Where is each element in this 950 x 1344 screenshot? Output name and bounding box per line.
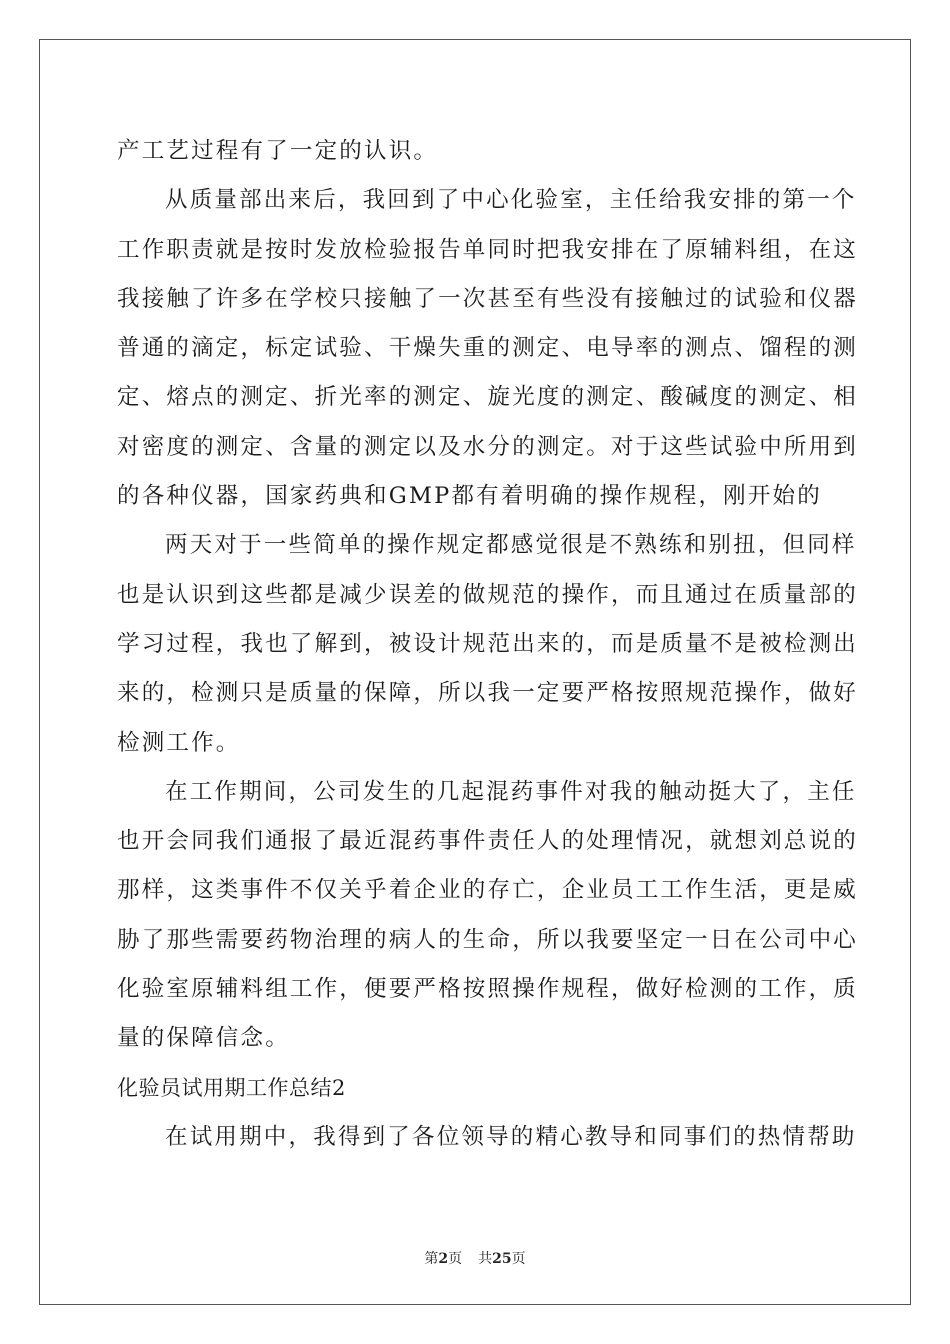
section-heading: 化验员试用期工作总结2 (117, 1075, 346, 1100)
text-line: 对密度的测定、含量的测定以及水分的测定。对于这些试验中所用到 (117, 433, 859, 460)
paragraph-start-line: 在试用期中，我得到了各位领导的精心教导和同事们的热情帮助 (165, 1123, 857, 1150)
text-line: 化验室原辅料组工作，便要严格按照操作规程，做好检测的工作，质 (117, 976, 859, 1003)
text-line: 量的保障信念。 (117, 1025, 290, 1052)
page-footer (0, 1248, 950, 1268)
text-line: 学习过程，我也了解到，被设计规范出来的，而是质量不是被检测出 (117, 630, 859, 657)
paragraph-start-line: 从质量部出来后，我回到了中心化验室，主任给我安排的第一个 (165, 187, 857, 214)
text-line: 检测工作。 (117, 729, 241, 756)
page-number: 2 (438, 1251, 449, 1267)
paragraph-start-line: 在工作期间，公司发生的几起混药事件对我的触动挺大了，主任 (165, 778, 857, 805)
text-line: 普通的滴定，标定试验、干燥失重的测定、电导率的测点、馏程的测 (117, 335, 859, 362)
text-line: 工作职责就是按时发放检验报告单同时把我安排在了原辅料组，在这 (117, 236, 859, 263)
text-line: 也是认识到这些都是减少误差的做规范的操作，而且通过在质量部的 (117, 581, 859, 608)
text-line: 胁了那些需要药物治理的病人的生命，所以我要坚定一日在公司中心 (117, 926, 859, 953)
text-line: 我接触了许多在学校只接触了一次甚至有些没有接触过的试验和仪器 (117, 285, 859, 312)
text-line: 定、熔点的测定、折光率的测定、旋光度的测定、酸碱度的测定、相 (117, 384, 859, 411)
text-line: 产工艺过程有了一定的认识。 (117, 138, 439, 164)
text-line: 那样，这类事件不仅关乎着企业的存亡，企业员工工作生活，更是威 (117, 877, 859, 904)
document-body (117, 127, 859, 1162)
page-suffix: 页 (448, 1251, 463, 1267)
page-prefix: 第 (424, 1251, 439, 1267)
paragraph-start-line: 两天对于一些简单的操作规定都感觉很是不熟练和别扭，但同样 (165, 532, 857, 559)
total-prefix: 共 (478, 1251, 493, 1267)
total-suffix: 页 (511, 1251, 526, 1267)
text-line: 来的，检测只是质量的保障，所以我一定要严格按照规范操作，做好 (117, 680, 859, 707)
total-pages: 25 (492, 1251, 512, 1267)
text-line: 的各种仪器，国家药典和GMP都有着明确的操作规程，刚开始的 (117, 483, 822, 510)
text-line: 也开会同我们通报了最近混药事件责任人的处理情况，就想刘总说的 (117, 828, 859, 855)
